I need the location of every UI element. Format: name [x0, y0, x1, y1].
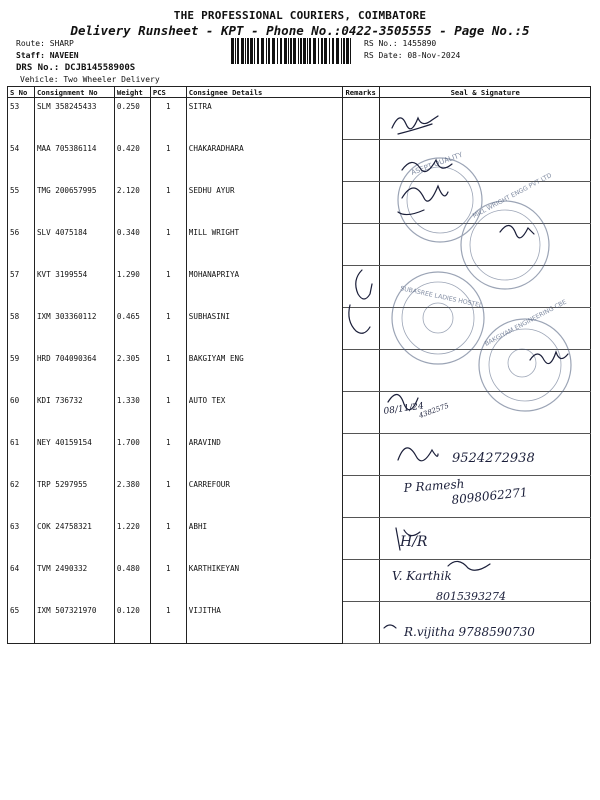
barcode-bar: [313, 38, 316, 64]
col-consignment: Consignment No: [34, 87, 114, 98]
barcode-bar: [329, 38, 330, 64]
cell-consignee: KARTHIKEYAN: [186, 560, 343, 602]
cell-weight: 2.305: [114, 350, 150, 392]
cell-consignment: MAA 705386114: [34, 140, 114, 182]
staff-label: Staff: NAVEEN: [16, 51, 79, 60]
cell-weight: 0.420: [114, 140, 150, 182]
cell-seal-signature: [380, 140, 591, 182]
cell-consignee: MOHANAPRIYA: [186, 266, 343, 308]
cell-consignment: IXM 507321970: [34, 602, 114, 644]
rs-date: RS Date: 08-Nov-2024: [364, 51, 461, 60]
cell-sno: 57: [8, 266, 35, 308]
barcode-bar: [245, 38, 246, 64]
cell-consignee: ABHI: [186, 518, 343, 560]
barcode-bar: [324, 38, 327, 64]
barcode-bar: [303, 38, 306, 64]
cell-seal-signature: [380, 182, 591, 224]
cell-seal-signature: [380, 308, 591, 350]
cell-seal-signature: [380, 392, 591, 434]
cell-weight: 0.465: [114, 308, 150, 350]
cell-weight: 1.700: [114, 434, 150, 476]
cell-pcs: 1: [150, 518, 186, 560]
barcode-bar: [309, 38, 311, 64]
barcode-bar: [268, 38, 270, 64]
barcode-bar: [261, 38, 264, 64]
cell-pcs: 1: [150, 392, 186, 434]
barcode-bar: [341, 38, 342, 64]
barcode-bar: [307, 38, 308, 64]
handwriting-row64-name: V. Karthik: [392, 569, 452, 583]
barcode-bar: [254, 38, 255, 64]
table-row: [8, 266, 591, 308]
cell-consignment: KVT 3199554: [34, 266, 114, 308]
barcode-bar: [266, 38, 267, 64]
cell-weight: 2.120: [114, 182, 150, 224]
handwriting-row62-name: P Ramesh: [403, 476, 465, 495]
cell-remarks: [343, 182, 380, 224]
cell-sno: 63: [8, 518, 35, 560]
cell-weight: 0.120: [114, 602, 150, 644]
vehicle-label: Vehicle: Two Wheeler Delivery: [20, 75, 160, 84]
cell-sno: 53: [8, 98, 35, 140]
cell-consignee: SITRA: [186, 98, 343, 140]
cell-weight: 0.480: [114, 560, 150, 602]
table-row: [8, 308, 591, 350]
cell-seal-signature: [380, 434, 591, 476]
table-row: [8, 98, 591, 140]
cell-sno: 54: [8, 140, 35, 182]
cell-remarks: [343, 140, 380, 182]
cell-consignee: CHAKARADHARA: [186, 140, 343, 182]
cell-sno: 60: [8, 392, 35, 434]
cell-remarks: [343, 434, 380, 476]
stamp-text-2: MILL WRIGHT ENGG PVT LTD: [471, 172, 553, 220]
cell-consignee: ARAVIND: [186, 434, 343, 476]
col-seal: Seal & Signature: [380, 87, 591, 98]
stamp-text-3: SUBASREE LADIES HOSTEL: [399, 285, 483, 310]
handwriting-row64-phone: 8015393274: [436, 590, 506, 603]
drs-number: DRS No.: DCJB14558900S: [16, 63, 136, 73]
barcode-bar: [272, 38, 275, 64]
col-consignee: Consignee Details: [186, 87, 343, 98]
cell-consignment: TVM 2490332: [34, 560, 114, 602]
barcode-bar: [346, 38, 349, 64]
cell-consignment: SLM 358245433: [34, 98, 114, 140]
cell-pcs: 1: [150, 224, 186, 266]
barcode-bar: [288, 38, 289, 64]
cell-pcs: 1: [150, 476, 186, 518]
table-row: [8, 392, 591, 434]
cell-consignment: IXM 303360112: [34, 308, 114, 350]
cell-consignment: HRD 704090364: [34, 350, 114, 392]
barcode-bar: [247, 38, 249, 64]
cell-seal-signature: [380, 518, 591, 560]
cell-pcs: 1: [150, 266, 186, 308]
stamp-text-1: ASEPT QUALITY: [409, 150, 464, 177]
cell-consignment: TRP 5297955: [34, 476, 114, 518]
cell-consignment: TMG 200657995: [34, 182, 114, 224]
cell-consignee: MILL WRIGHT: [186, 224, 343, 266]
barcode-bar: [300, 38, 302, 64]
handwriting-row65: R.vijitha 9788590730: [404, 625, 535, 639]
cell-pcs: 1: [150, 308, 186, 350]
barcode: [230, 38, 354, 64]
cell-seal-signature: [380, 224, 591, 266]
handwriting-row60-num: 4382575: [417, 401, 450, 420]
cell-remarks: [343, 98, 380, 140]
cell-seal-signature: [380, 350, 591, 392]
cell-consignment: SLV 4075184: [34, 224, 114, 266]
table-row: [8, 560, 591, 602]
cell-pcs: 1: [150, 140, 186, 182]
barcode-bar: [241, 38, 244, 64]
barcode-bar: [237, 38, 239, 64]
cell-consignee: CARREFOUR: [186, 476, 343, 518]
cell-consignee: SEDHU AYUR: [186, 182, 343, 224]
barcode-bar: [318, 38, 319, 64]
table-header-row: [8, 87, 591, 98]
table-row: [8, 182, 591, 224]
cell-remarks: [343, 560, 380, 602]
col-weight: Weight: [114, 87, 150, 98]
cell-sno: 64: [8, 560, 35, 602]
barcode-bar: [277, 38, 278, 64]
cell-sno: 59: [8, 350, 35, 392]
handwriting-row62-phone: 8098062271: [450, 485, 529, 507]
barcode-bar: [293, 38, 296, 64]
cell-pcs: 1: [150, 560, 186, 602]
cell-consignment: NEY 40159154: [34, 434, 114, 476]
cell-seal-signature: [380, 602, 591, 644]
cell-remarks: [343, 266, 380, 308]
cell-consignee: AUTO TEX: [186, 392, 343, 434]
cell-remarks: [343, 350, 380, 392]
barcode-bar: [336, 38, 339, 64]
cell-remarks: [343, 224, 380, 266]
table-row: [8, 140, 591, 182]
barcode-bar: [280, 38, 282, 64]
route-label: Route: SHARP: [16, 39, 74, 48]
handwriting-row61-phone: 9524272938: [452, 451, 535, 466]
stamp-text-4: BAKGIYAM ENGINEERING CBE: [483, 298, 568, 348]
cell-seal-signature: [380, 476, 591, 518]
barcode-bar: [231, 38, 234, 64]
cell-consignee: SUBHASINI: [186, 308, 343, 350]
company-title: THE PROFESSIONAL COURIERS, COIMBATORE: [173, 9, 427, 22]
cell-weight: 1.330: [114, 392, 150, 434]
barcode-bar: [290, 38, 292, 64]
handwriting-row63: H/R: [400, 534, 428, 550]
cell-weight: 0.250: [114, 98, 150, 140]
cell-weight: 1.220: [114, 518, 150, 560]
table-row: [8, 434, 591, 476]
barcode-bar: [321, 38, 323, 64]
barcode-bar: [250, 38, 253, 64]
table-row: [8, 518, 591, 560]
col-pcs: PCS: [150, 87, 186, 98]
cell-pcs: 1: [150, 350, 186, 392]
barcode-bar: [350, 38, 351, 64]
cell-pcs: 1: [150, 182, 186, 224]
table-row: [8, 476, 591, 518]
cell-consignee: BAKGIYAM ENG: [186, 350, 343, 392]
cell-sno: 61: [8, 434, 35, 476]
cell-pcs: 1: [150, 434, 186, 476]
cell-seal-signature: [380, 560, 591, 602]
cell-remarks: [343, 518, 380, 560]
barcode-bar: [298, 38, 299, 64]
col-sno: S No: [8, 87, 35, 98]
cell-remarks: [343, 392, 380, 434]
barcode-bar: [332, 38, 334, 64]
cell-pcs: 1: [150, 98, 186, 140]
cell-remarks: [343, 602, 380, 644]
cell-remarks: [343, 308, 380, 350]
table-row: [8, 224, 591, 266]
cell-weight: 2.380: [114, 476, 150, 518]
cell-consignment: KDI 736732: [34, 392, 114, 434]
table-row: [8, 350, 591, 392]
barcode-bar: [284, 38, 287, 64]
cell-seal-signature: [380, 266, 591, 308]
cell-remarks: [343, 476, 380, 518]
col-remarks: Remarks: [343, 87, 380, 98]
cell-sno: 56: [8, 224, 35, 266]
cell-consignment: COK 24758321: [34, 518, 114, 560]
cell-sno: 65: [8, 602, 35, 644]
rs-number: RS No.: 1455890: [364, 39, 437, 48]
cell-pcs: 1: [150, 602, 186, 644]
cell-weight: 1.290: [114, 266, 150, 308]
barcode-bar: [257, 38, 259, 64]
table-row: [8, 602, 591, 644]
barcode-bar: [343, 38, 345, 64]
cell-sno: 55: [8, 182, 35, 224]
cell-seal-signature: [380, 98, 591, 140]
cell-sno: 58: [8, 308, 35, 350]
cell-consignee: VIJITHA: [186, 602, 343, 644]
runsheet-subtitle: Delivery Runsheet - KPT - Phone No.:0422-3505555 - Page No.:5: [70, 23, 530, 38]
runsheet-table: [7, 86, 591, 644]
cell-sno: 62: [8, 476, 35, 518]
cell-weight: 0.340: [114, 224, 150, 266]
barcode-bar: [235, 38, 236, 64]
handwriting-row60-date: 08/11/24: [383, 401, 425, 417]
